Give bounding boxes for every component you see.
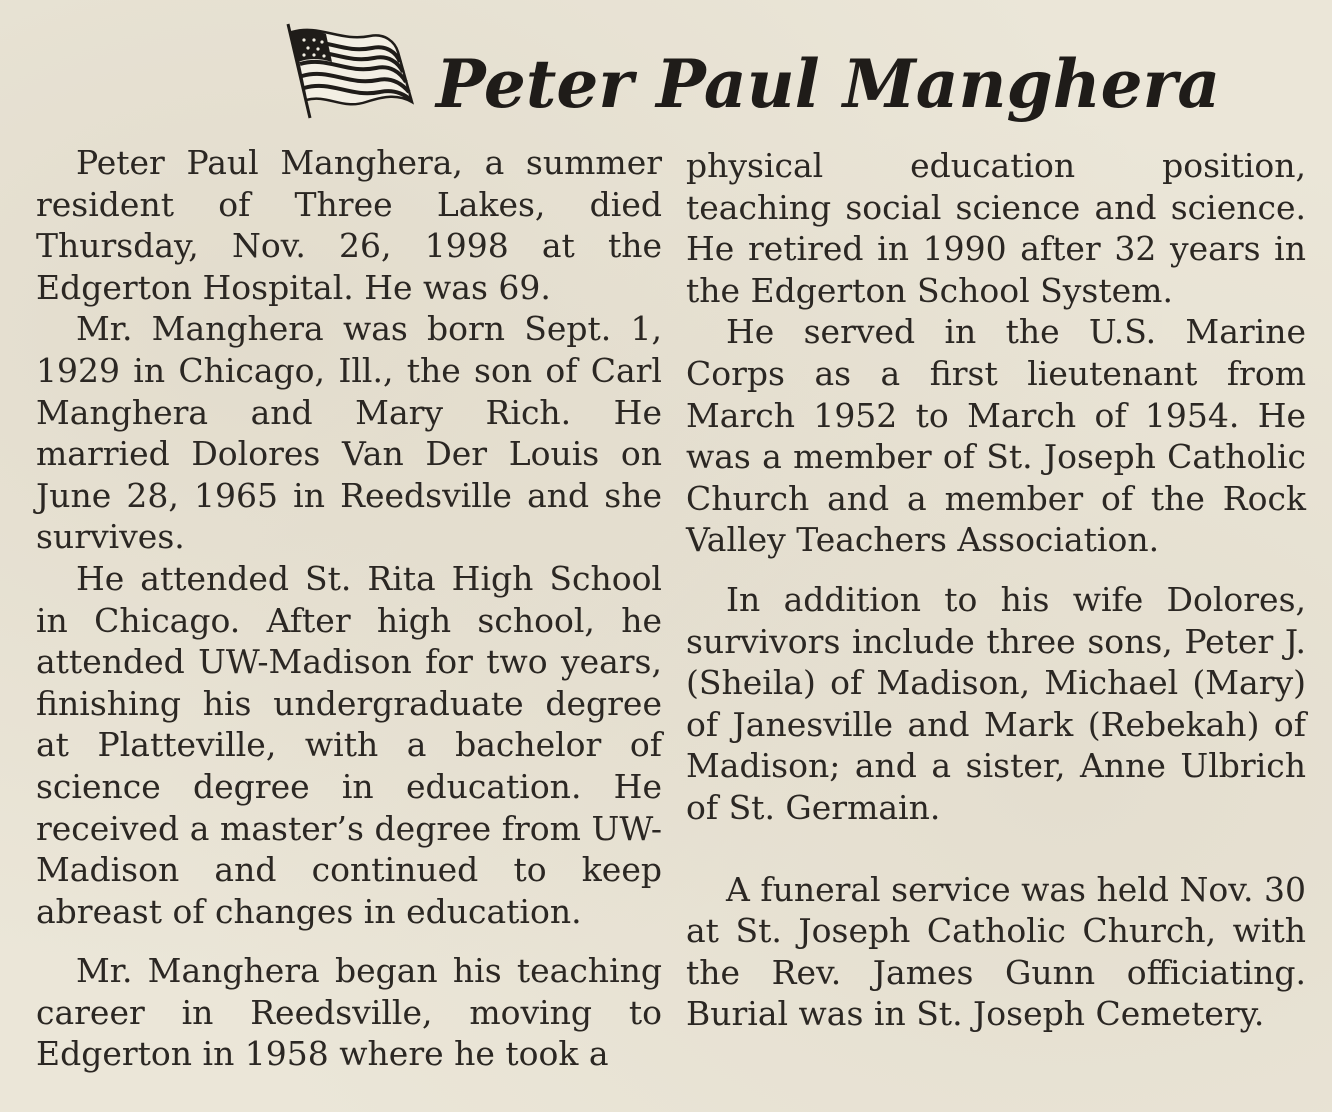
paragraph: He served in the U.S. Marine Corps as a first lieutenant from March 1952 to March of 1954. He was a member of St. Joseph Catholic Church and a member of the Rock Valley Teachers Association.	[686, 312, 1306, 560]
paragraph: Peter Paul Manghera, a summer resident of Three Lakes, died Thursday, Nov. 26, 1998 at the Edgerton Hospital. He was 69.	[36, 143, 662, 307]
american-flag-icon	[280, 18, 420, 122]
paragraph: Mr. Manghera began his teaching career in Reedsville, moving to Edgerton in 1958 where he took a	[36, 951, 662, 1074]
left-column	[36, 142, 662, 1075]
obituary-title: Peter Paul Manghera	[436, 45, 1221, 123]
paragraph: He attended St. Rita High School in Chicago. After high school, he attended UW-Madison for two years, finishing his undergraduate degree at Platteville, with a bachelor of science degree in education. He received a master’s degree from UW-Madison and continued to keep abreast of changes in education.	[36, 558, 662, 931]
obituary-header	[280, 14, 1221, 126]
paragraph: A funeral service was held Nov. 30 at St. Joseph Catholic Church, with the Rev. James Gunn officiating. Burial was in St. Joseph Cemetery.	[686, 869, 1306, 1034]
paragraph: Mr. Manghera was born Sept. 1, 1929 in Chicago, Ill., the son of Carl Manghera and Mary Rich. He married Dolores Van Der Louis on June 28, 1965 in Reedsville and she survives.	[36, 309, 662, 557]
paragraph: In addition to his wife Dolores, survivors include three sons, Peter J. (Sheila) of Madison, Michael (Mary) of Janesville and Mark (Rebekah) of Madison; and a sister, Anne Ulbrich of St. Germain.	[686, 579, 1306, 827]
paragraph: physical education position, teaching social science and science. He retired in 1990 after 32 years in the Edgerton School System.	[686, 146, 1306, 310]
right-column	[686, 145, 1306, 1035]
